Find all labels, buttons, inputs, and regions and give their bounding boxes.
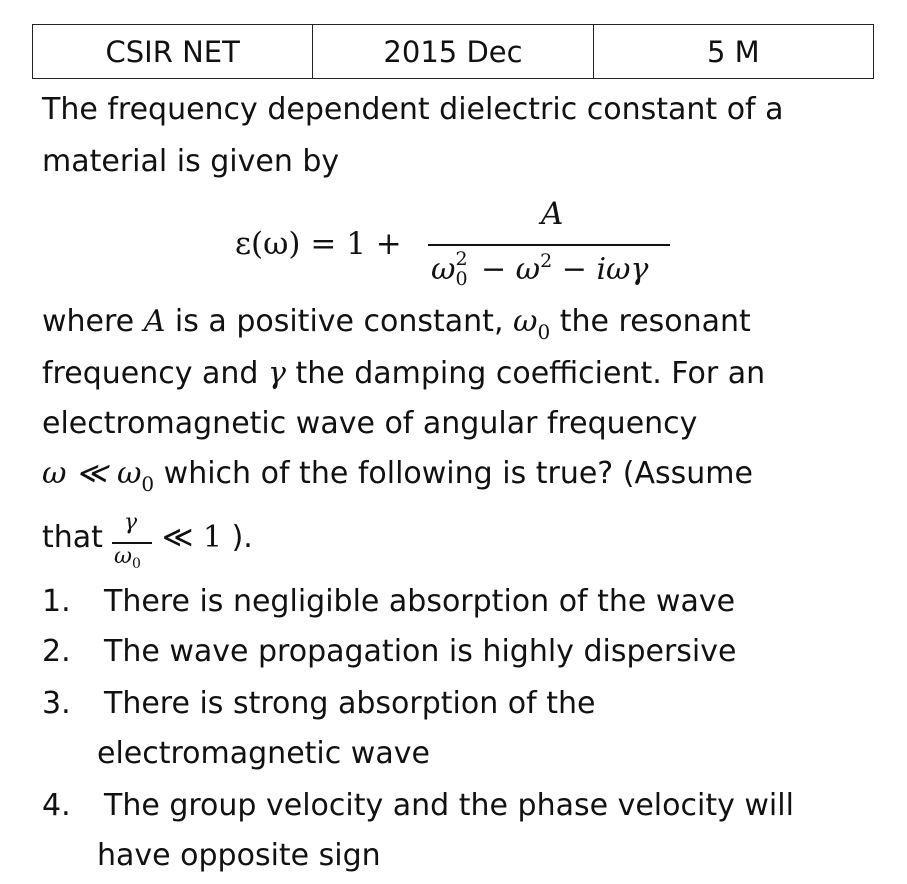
fraction-bar [428,244,670,246]
option-3-text: There is strong absorption of the [104,686,596,721]
option-4-text-continued: have opposite sign [97,838,381,873]
option-3-text-continued: electromagnetic wave [97,736,430,771]
equation-denominator: ω 2 0 − $\omega^2 - i\omega\gamma$ [431,248,649,290]
option-4-number: 4. [42,788,71,823]
exam-session-cell: 2015 Dec [313,25,593,79]
question-intro-line-1: The frequency dependent dielectric constant of a [42,92,784,127]
question-intro-line-2: material is given by [42,144,340,179]
option-2-number: 2. [42,634,71,669]
option-1-text: There is negligible absorption of the wave [104,584,736,619]
dielectric-equation [235,196,675,296]
exam-name-cell: CSIR NET [33,25,313,79]
marks-cell: 5 M [593,25,873,79]
option-1-number: 1. [42,584,71,619]
frequency-line: frequency and γ the damping coefficient. For an [42,356,766,391]
option-4-text: The group velocity and the phase velocity will [104,788,794,823]
equation-lhs: ε(ω) = 1 + [235,226,402,262]
condition-line: ω ≪ $\omega_0$ which of the following is true? (Assume [42,456,753,496]
gamma-over-omega-fraction: γ $\omega_0$ [112,508,154,578]
equation-numerator: A [541,196,564,232]
em-wave-line: electromagnetic wave of angular frequency [42,406,698,441]
assume-line: that [42,520,103,555]
assume-line-rest: ≪ 1 ). [162,520,253,555]
where-line: where A is a positive constant, $\omega_0$ the resonant [42,304,751,344]
option-2-text: The wave propagation is highly dispersive [104,634,737,669]
question-header-table [32,24,874,79]
option-3-number: 3. [42,686,71,721]
